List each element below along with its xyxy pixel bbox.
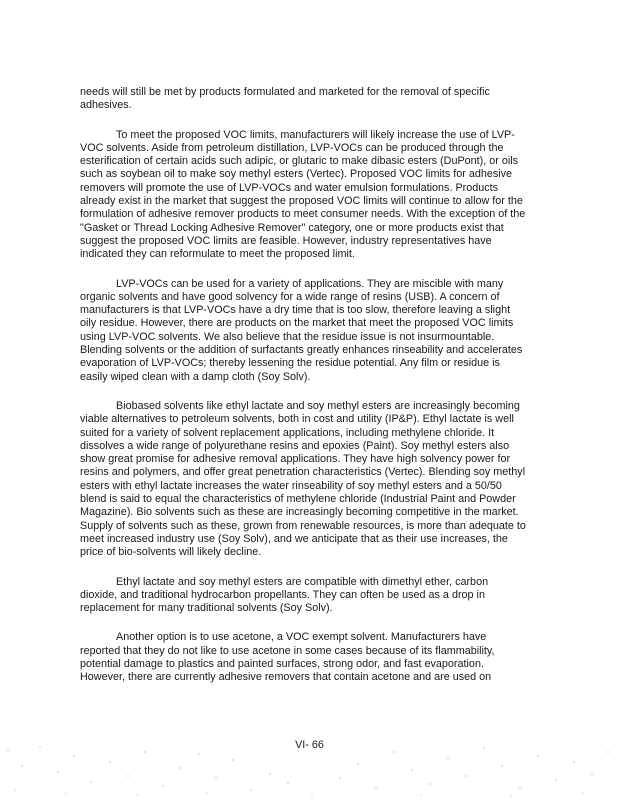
- scan-noise: [0, 738, 619, 800]
- paragraph-propellant-compatibility: Ethyl lactate and soy methyl esters are compatible with dimethyl ether, carbon dioxide, and traditional hydrocarbon propellants. They can often be used as a drop in replacement for many traditional solvents (Soy Solv).: [80, 575, 489, 615]
- paragraph-continuation: needs will still be met by products formulated and marketed for the removal of specific adhesives.: [80, 86, 490, 112]
- paragraph-lvp-voc-applications: LVP-VOCs can be used for a variety of applications. They are miscible with many organic solvents and have good solvency for a wide range of resins (USB). A concern of manufacturers is that LVP-VOCs have a dry time that is too slow, therefore leaving a slight oily residue. However, there are products on the market that meet the proposed VOC limits using LVP-VOC solvents. We also believe that the residue issue is not insurmountable. Blending solvents or the addition of surfactants greatly enhances rinseability and accelerates evaporation of LVP-VOCs; thereby lessening the residue potential. Any film or residue is easily wiped clean with a damp cloth (Soy Solv).: [80, 277, 523, 383]
- body-text: [80, 86, 527, 701]
- page-number: VI- 66: [295, 739, 324, 751]
- paragraph-acetone-option: Another option is to use acetone, a VOC exempt solvent. Manufacturers have reported that they do not like to use acetone in some cases because of its flammability, potential damage to plastics and painted surfaces, strong odor, and fast evaporation. However, there are currently adhesive removers that contain acetone and are used on: [80, 631, 495, 684]
- scan-noise-dots: [7, 746, 608, 796]
- paragraph-voc-limits: To meet the proposed VOC limits, manufacturers will likely increase the use of LVP-VOC solvents. Aside from petroleum distillation, LVP-VOCs can be produced through the esterification of certain acids such adipic, or glutaric to make dibasic esters (DuPont), or oils such as soybean oil to make soy methyl esters (Vertec). Proposed VOC limits for adhesive removers will promote the use of LVP-VOCs and water emulsion formulations. Products already exist in the market that suggest the proposed VOC limits will continue to allow for the formulation of adhesive remover products to meet consumer needs. With the exception of the "Gasket or Thread Locking Adhesive Remover" category, one or more products exist that suggest the proposed VOC limits are feasible. However, industry representatives have indicated they can reformulate to meet the proposed limit.: [80, 128, 526, 261]
- paragraph-biobased-solvents: Biobased solvents like ethyl lactate and soy methyl esters are increasingly becoming viable alternatives to petroleum solvents, both in cost and utility (IP&P). Ethyl lactate is well suited for a variety of solvent replacement applications, including methylene chloride. It dissolves a wide range of polyurethane resins and epoxies (Paint). Soy methyl esters also show great promise for adhesive removal applications. They have high solvency power for resins and polymers, and offer great penetration characteristics (Vertec). Blending soy methyl esters with ethyl lactate increases the water rinseability of soy methyl esters and a 50/50 blend is said to equal the characteristics of methylene chloride (Industrial Paint and Powder Magazine). Bio solvents such as these are increasingly becoming competitive in the market. Supply of solvents such as these, grown from renewable resources, is more than adequate to meet increased industry use (Soy Solv), and we anticipate that as their use increases, the price of bio-solvents will likely decline.: [80, 399, 526, 559]
